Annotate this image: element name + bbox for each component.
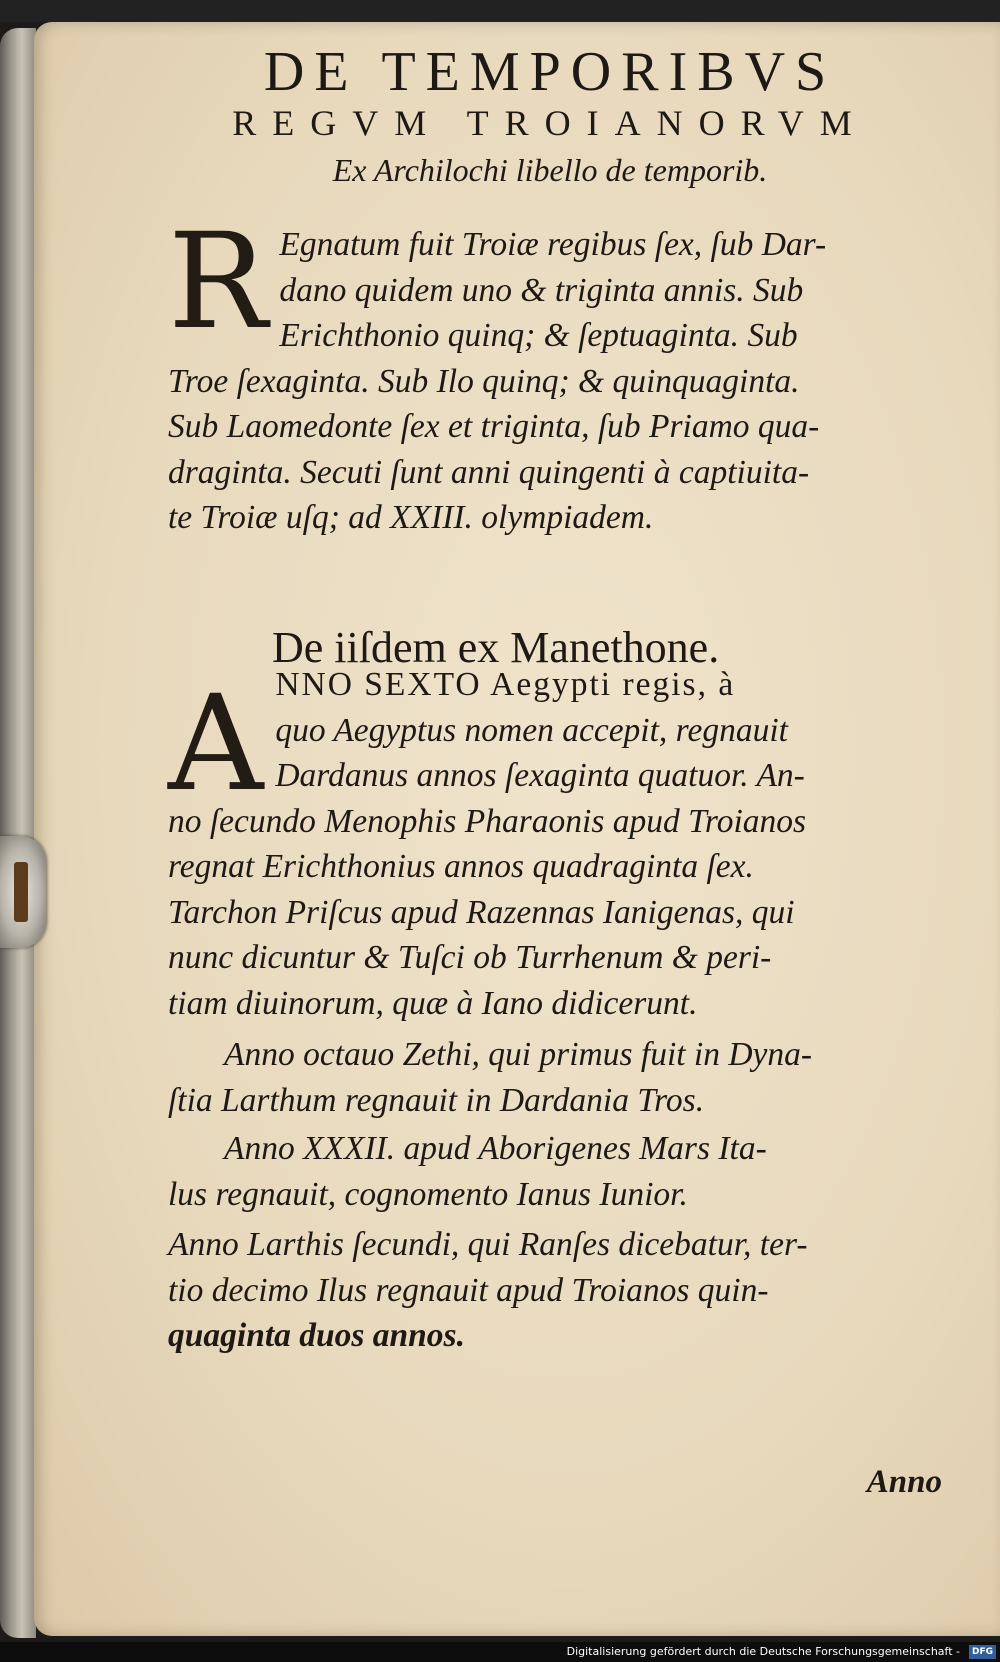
paragraph-manetho [168, 662, 950, 1026]
text-line: draginta. Secuti ſunt anni quingenti à captiuita- [168, 453, 810, 491]
text-line: Egnatum fuit Troiæ regibus ſex, ſub Dar- [279, 226, 827, 263]
footer-bar [0, 1642, 1000, 1662]
text-line: lus regnauit, cognomento Ianus Iunior. [168, 1175, 688, 1213]
text-line: Sub Laomedonte ſex et triginta, ſub Priamo qua- [168, 408, 820, 445]
text-line: Dardanus annos ſexaginta quatuor. An- [275, 757, 805, 794]
dfg-logo: DFG [969, 1645, 996, 1659]
text-line: no ſecundo Menophis Pharaonis apud Troianos [168, 802, 807, 840]
dropcap-a: A [168, 667, 264, 821]
text-line: te Troiæ uſq; ad XXIII. olympiadem. [168, 499, 654, 536]
dropcap-r: R [168, 205, 268, 359]
text-line: quo Aegyptus nomen accepit, regnauit [275, 711, 788, 749]
section-heading: De iiſdem ex Manethone. [272, 623, 720, 672]
paragraph-janus [168, 1126, 950, 1217]
paragraph-ilus [168, 1222, 950, 1359]
catchword: Anno [866, 1464, 942, 1500]
text-line: Anno octauo Zethi, qui primus fuit in Dyna- [224, 1036, 813, 1073]
title-line-3: Ex Archilochi libello de temporib. [332, 152, 768, 188]
text-line: Erichthonio quinq; & ſeptuaginta. Sub [279, 317, 798, 354]
text-line: Tarchon Priſcus apud Razennas Ianigenas, qui [168, 893, 795, 931]
text-line: quaginta duos annos. [168, 1317, 465, 1354]
book-page-edges [0, 28, 36, 1638]
text-line: regnat Erichthonius annos quadraginta ſex. [168, 848, 754, 885]
paragraph-archilochus [168, 205, 950, 541]
text-line: Anno XXXII. apud Aborigenes Mars Ita- [224, 1130, 767, 1167]
text-line: NNO SEXTO Aegypti regis, à [275, 666, 736, 703]
text-line: ſtia Larthum regnauit in Dardania Tros. [168, 1081, 705, 1119]
book-clasp [0, 836, 46, 948]
title-line-2: REGVM TROIANORVM [232, 103, 868, 143]
paragraph-zethus [168, 1032, 950, 1123]
text-line: dano quidem uno & triginta annis. Sub [279, 271, 804, 309]
scan-top-strip [0, 0, 1000, 22]
text-line: Anno Larthis ſecundi, qui Ranſes dicebatur, ter- [168, 1226, 808, 1263]
footer-credit: Digitalisierung gefördert durch die Deutsche Forschungsgemeinschaft - [566, 1645, 960, 1658]
text-line: tio decimo Ilus regnauit apud Troianos quin- [168, 1271, 769, 1309]
text-line: tiam diuinorum, quæ à Iano didicerunt. [168, 984, 698, 1022]
text-line: nunc dicuntur & Tuſci ob Turrhenum & peri- [168, 939, 772, 976]
title-line-1: DE TEMPORIBVS [263, 41, 837, 103]
text-line: Troe ſexaginta. Sub Ilo quinq; & quinquaginta. [168, 362, 800, 400]
